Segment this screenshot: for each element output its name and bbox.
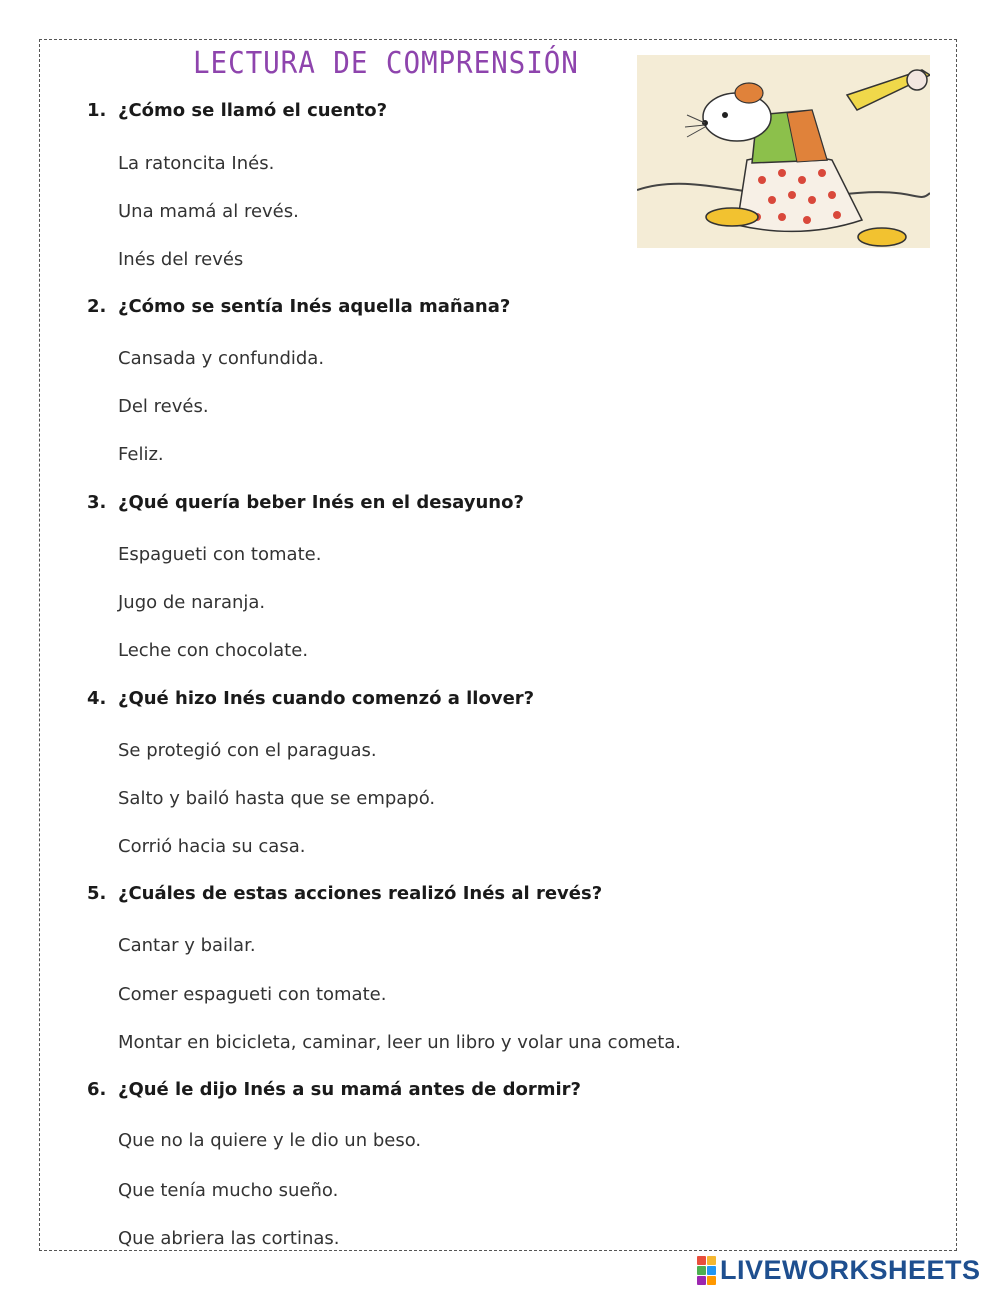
question-4-option-2[interactable]: Salto y bailó hasta que se empapó. bbox=[118, 788, 436, 809]
question-5-option-1[interactable]: Cantar y bailar. bbox=[118, 935, 256, 956]
question-3-option-3[interactable]: Leche con chocolate. bbox=[118, 640, 309, 661]
question-3-option-1[interactable]: Espagueti con tomate. bbox=[118, 544, 322, 565]
question-6-option-1[interactable]: Que no la quiere y le dio un beso. bbox=[118, 1130, 422, 1151]
question-6-option-3[interactable]: Que abriera las cortinas. bbox=[118, 1228, 340, 1249]
question-2: 2. ¿Cómo se sentía Inés aquella mañana? bbox=[87, 296, 511, 317]
question-4: 4. ¿Qué hizo Inés cuando comenzó a llover? bbox=[87, 688, 535, 709]
logo-block bbox=[697, 1276, 706, 1285]
question-4-option-1[interactable]: Se protegió con el paraguas. bbox=[118, 740, 377, 761]
question-2-option-1[interactable]: Cansada y confundida. bbox=[118, 348, 325, 369]
logo-block bbox=[707, 1256, 716, 1265]
logo-block bbox=[697, 1256, 706, 1265]
mouse-illustration-svg bbox=[637, 55, 930, 248]
question-3-option-2[interactable]: Jugo de naranja. bbox=[118, 592, 266, 613]
question-6: 6. ¿Qué le dijo Inés a su mamá antes de dormir? bbox=[87, 1079, 581, 1100]
question-5-option-2[interactable]: Comer espagueti con tomate. bbox=[118, 984, 387, 1005]
brand-text: LIVEWORKSHEETS bbox=[720, 1254, 981, 1285]
question-1: 1. ¿Cómo se llamó el cuento? bbox=[87, 100, 388, 121]
question-1-option-3[interactable]: Inés del revés bbox=[118, 249, 244, 270]
question-4-option-3[interactable]: Corrió hacia su casa. bbox=[118, 836, 306, 857]
question-2-option-3[interactable]: Feliz. bbox=[118, 444, 164, 465]
logo-block bbox=[707, 1266, 716, 1275]
question-5-option-3[interactable]: Montar en bicicleta, caminar, leer un libro y volar una cometa. bbox=[118, 1032, 682, 1053]
liveworksheets-logo[interactable] bbox=[697, 1255, 981, 1285]
mouse-illustration bbox=[637, 55, 930, 248]
page-title: LECTURA DE COMPRENSIÓN bbox=[193, 46, 579, 81]
question-1-option-1[interactable]: La ratoncita Inés. bbox=[118, 153, 275, 174]
logo-mark-icon bbox=[697, 1256, 716, 1285]
logo-block bbox=[707, 1276, 716, 1285]
question-5: 5. ¿Cuáles de estas acciones realizó Inés al revés? bbox=[87, 883, 603, 904]
logo-block bbox=[697, 1266, 706, 1275]
question-6-option-2[interactable]: Que tenía mucho sueño. bbox=[118, 1180, 339, 1201]
question-3: 3. ¿Qué quería beber Inés en el desayuno? bbox=[87, 492, 524, 513]
question-1-option-2[interactable]: Una mamá al revés. bbox=[118, 201, 299, 222]
question-2-option-2[interactable]: Del revés. bbox=[118, 396, 209, 417]
